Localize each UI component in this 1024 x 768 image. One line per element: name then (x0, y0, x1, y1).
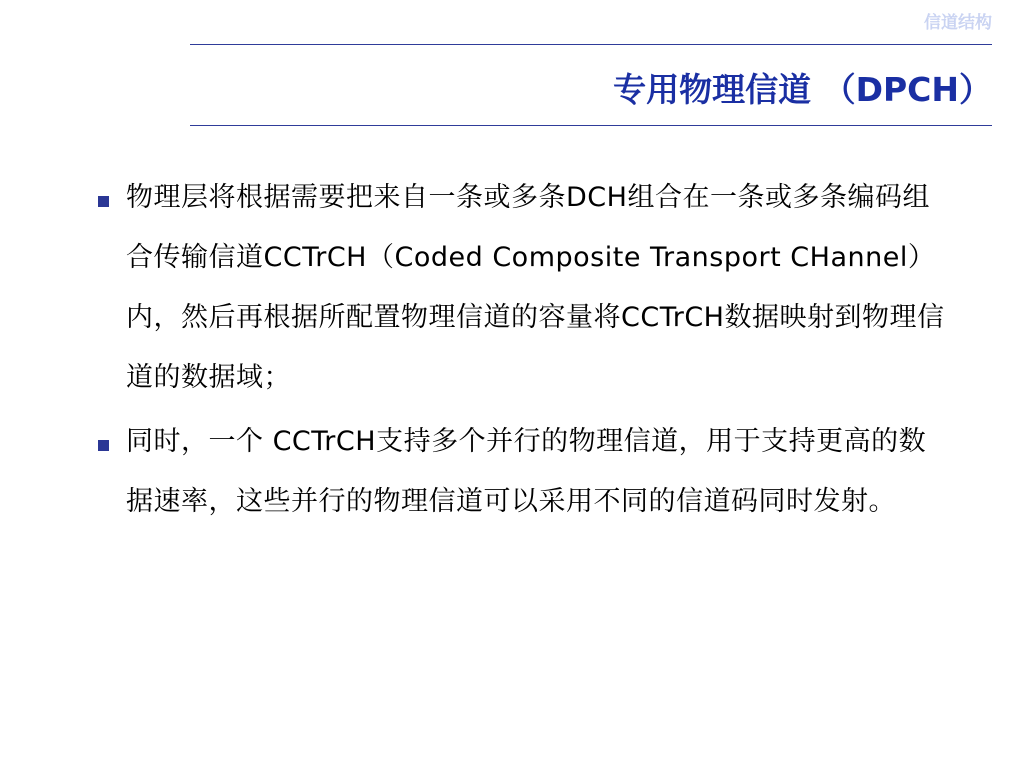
bullet-item (92, 412, 952, 532)
bullet-item (92, 168, 952, 408)
bullet-text: 物理层将根据需要把来自一条或多条DCH组合在一条或多条编码组合传输信道CCTrCH（Coded Composite Transport CHannel）内，然后再根据所配置物理信道的容量将CCTrCH数据映射到物理信道的数据域； (126, 182, 945, 393)
bullet-list (92, 168, 952, 536)
bullet-text: 同时，一个 CCTrCH支持多个并行的物理信道，用于支持更高的数据速率，这些并行的物理信道可以采用不同的信道码同时发射。 (126, 426, 927, 517)
header-bottom-rule (190, 125, 992, 126)
slide-title: 专用物理信道 （DPCH） (613, 70, 992, 109)
square-bullet-icon (98, 440, 109, 451)
square-bullet-icon (98, 196, 109, 207)
header-top-rule (190, 44, 992, 45)
section-tag: 信道结构 (924, 13, 992, 33)
